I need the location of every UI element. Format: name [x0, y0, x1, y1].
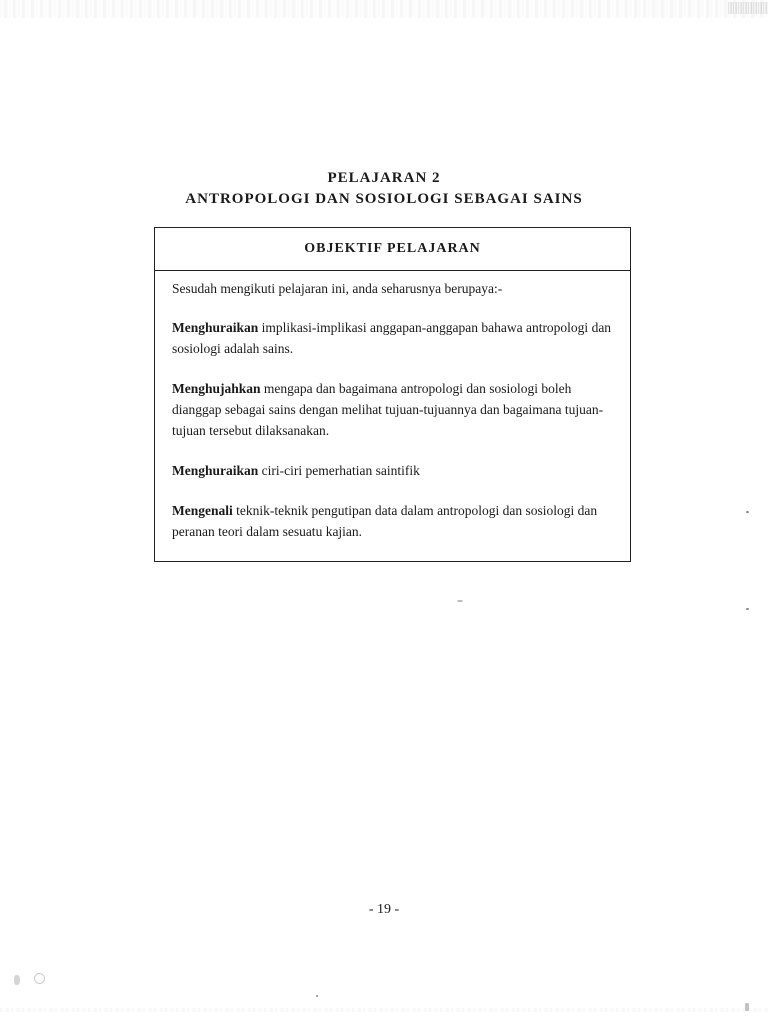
scan-artifact-top [0, 0, 768, 18]
objectives-intro: Sesudah mengikuti pelajaran ini, anda seharusnya berupaya:- [172, 281, 503, 296]
lesson-title: ANTROPOLOGI DAN SOSIOLOGI SEBAGAI SAINS [185, 191, 583, 207]
page-number: - 19 - [368, 902, 400, 917]
objective-text: implikasi-implikasi anggapan-anggapan bahawa antropologi dan sosiologi adalah sains. [172, 320, 612, 356]
scan-speck [746, 608, 749, 610]
scan-speck [34, 973, 45, 984]
scan-artifact-corner [728, 2, 768, 14]
objective-item [172, 460, 614, 481]
scan-speck [316, 995, 318, 997]
objective-verb: Menghujahkan [172, 381, 261, 396]
scan-speck [457, 600, 463, 602]
scan-speck [14, 975, 20, 985]
objectives-body [155, 271, 630, 542]
objective-verb: Menghuraikan [172, 320, 259, 335]
objective-text: mengapa dan bagaimana antropologi dan sosiologi boleh dianggap sebagai sains dengan melihat tujuan-tujuannya dan bagaimana tujuan-tujuan tersebut dilaksanakan. [172, 381, 604, 438]
objective-text: teknik-teknik pengutipan data dalam antropologi dan sosiologi dan peranan teori dalam sesuatu kajian. [172, 503, 598, 539]
objectives-box [154, 227, 631, 562]
objective-verb: Menghuraikan [172, 463, 259, 478]
objective-text: ciri-ciri pemerhatian saintifik [258, 463, 420, 478]
lesson-number: PELAJARAN 2 [327, 170, 441, 186]
objectives-header: OBJEKTIF PELAJARAN [155, 228, 630, 271]
objective-verb: Mengenali [172, 503, 233, 518]
scan-speck [746, 511, 749, 513]
objective-item [172, 500, 614, 542]
scan-artifact-bottom [0, 1008, 768, 1012]
scan-speck [745, 1003, 749, 1011]
objective-item [172, 317, 614, 359]
objective-item [172, 378, 614, 441]
